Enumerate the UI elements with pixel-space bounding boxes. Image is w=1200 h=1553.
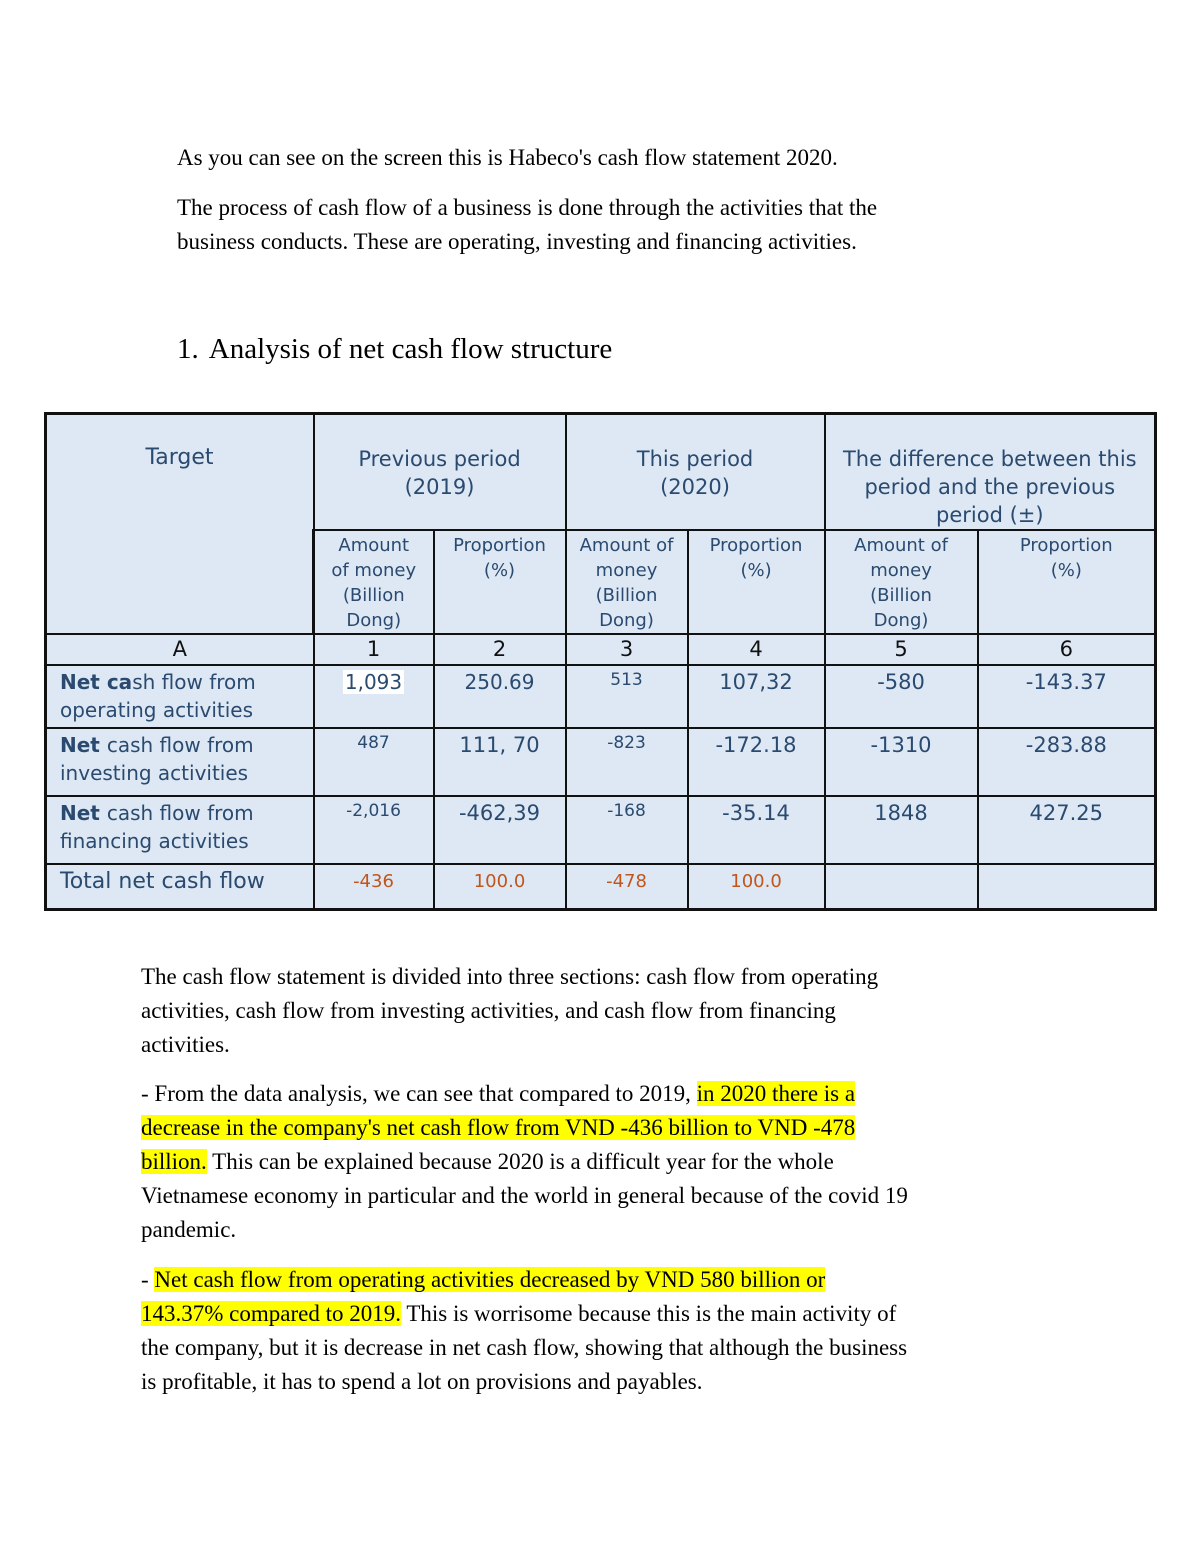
index-cell: 1 bbox=[314, 634, 434, 665]
index-cell: A bbox=[46, 634, 314, 665]
section-heading bbox=[177, 330, 612, 368]
subheader-amount-diff: Amount of money (Billion Dong) bbox=[825, 530, 978, 634]
row-label-financing: Net cash flow from financing activities bbox=[46, 796, 314, 864]
cell-value: 1,093 bbox=[314, 665, 434, 728]
index-cell: 5 bbox=[825, 634, 978, 665]
header-diff-line3: period (±) bbox=[936, 503, 1044, 527]
cell-value: 250.69 bbox=[434, 665, 566, 728]
subheader-proportion-2020: Proportion (%) bbox=[688, 530, 825, 634]
text-run: - From the data analysis, we can see that compared to 2019, bbox=[141, 1081, 697, 1106]
cell-value: -1310 bbox=[825, 728, 978, 796]
cell-value: -436 bbox=[314, 864, 434, 909]
cell-value: 513 bbox=[566, 665, 688, 728]
total-row bbox=[46, 864, 1156, 909]
text-line: the company, but it is decrease in net cash flow, showing that although the business bbox=[141, 1335, 908, 1360]
header-target: Target bbox=[46, 414, 314, 635]
section-title: Analysis of net cash flow structure bbox=[208, 333, 613, 365]
intro-paragraph bbox=[177, 191, 1077, 259]
text-line: activities, cash flow from investing activities, and cash flow from financing bbox=[141, 998, 836, 1023]
intro-line-1: As you can see on the screen this is Habeco's cash flow statement 2020. bbox=[177, 145, 838, 170]
index-cell: 4 bbox=[688, 634, 825, 665]
highlight-text: billion. bbox=[141, 1149, 207, 1174]
paragraph-net-cash-flow bbox=[141, 1077, 1071, 1247]
cell-empty bbox=[978, 864, 1156, 909]
table-row bbox=[46, 796, 1156, 864]
index-cell: 3 bbox=[566, 634, 688, 665]
text-run: This can be explained because 2020 is a difficult year for the whole bbox=[206, 1149, 834, 1174]
highlight-text: 143.37% compared to 2019. bbox=[141, 1301, 401, 1326]
cell-value: -478 bbox=[566, 864, 688, 909]
table-row bbox=[46, 665, 1156, 728]
text-run: This is worrisome because this is the main activity of bbox=[400, 1301, 897, 1326]
index-row bbox=[46, 634, 1156, 665]
cash-flow-table bbox=[44, 412, 1157, 911]
paragraph-sections bbox=[141, 960, 1041, 1062]
cell-value: 100.0 bbox=[434, 864, 566, 909]
header-diff-line1: The difference between this bbox=[842, 447, 1137, 471]
cell-value: -823 bbox=[566, 728, 688, 796]
subheader-amount-2020: Amount of money (Billion Dong) bbox=[566, 530, 688, 634]
header-this-label: This period bbox=[636, 447, 754, 471]
text-line: Vietnamese economy in particular and the world in general because of the covid 19 bbox=[141, 1183, 908, 1208]
row-label-investing: Net cash flow from investing activities bbox=[46, 728, 314, 796]
subheader-proportion-2019: Proportion (%) bbox=[434, 530, 566, 634]
highlight-text: decrease in the company's net cash flow from VND -436 billion to VND -478 bbox=[141, 1115, 856, 1140]
header-this-period bbox=[566, 414, 825, 531]
row-label-operating: Net cash flow from operating activities bbox=[46, 665, 314, 728]
intro-line-2b: business conducts. These are operating, investing and financing activities. bbox=[177, 229, 857, 254]
highlight-text: Net cash flow from operating activities decreased by VND 580 billion or bbox=[154, 1267, 826, 1292]
cell-value: -2,016 bbox=[314, 796, 434, 864]
cell-empty bbox=[825, 864, 978, 909]
cell-value: -283.88 bbox=[978, 728, 1156, 796]
subheader-proportion-diff: Proportion (%) bbox=[978, 530, 1156, 634]
header-prev-year: (2019) bbox=[404, 475, 475, 499]
cell-value: 427.25 bbox=[978, 796, 1156, 864]
text-line: is profitable, it has to spend a lot on provisions and payables. bbox=[141, 1369, 703, 1394]
cell-value: 107,32 bbox=[688, 665, 825, 728]
text-run: - bbox=[141, 1267, 155, 1292]
intro-line-2a: The process of cash flow of a business is done through the activities that the bbox=[177, 195, 878, 220]
subheader-amount-2019: Amount of money (Billion Dong) bbox=[314, 530, 434, 634]
cell-value: -580 bbox=[825, 665, 978, 728]
cell-value: 111, 70 bbox=[434, 728, 566, 796]
cell-value: -143.37 bbox=[978, 665, 1156, 728]
section-number: 1. bbox=[177, 333, 199, 365]
row-label-total: Total net cash flow bbox=[46, 864, 314, 909]
cell-value: 1848 bbox=[825, 796, 978, 864]
header-difference bbox=[825, 414, 1156, 531]
header-diff-line2: period and the previous bbox=[864, 475, 1116, 499]
cell-value: -172.18 bbox=[688, 728, 825, 796]
highlight-text: in 2020 there is a bbox=[696, 1081, 856, 1106]
header-prev-label: Previous period bbox=[358, 447, 521, 471]
cell-value: 100.0 bbox=[688, 864, 825, 909]
text-line: activities. bbox=[141, 1032, 230, 1057]
paragraph-operating-activities bbox=[141, 1263, 1071, 1399]
cell-value: -35.14 bbox=[688, 796, 825, 864]
cell-value: -462,39 bbox=[434, 796, 566, 864]
cell-value: -168 bbox=[566, 796, 688, 864]
text-line: pandemic. bbox=[141, 1217, 237, 1242]
index-cell: 6 bbox=[978, 634, 1156, 665]
text-line: The cash flow statement is divided into three sections: cash flow from operating bbox=[141, 964, 879, 989]
header-previous-period bbox=[314, 414, 566, 531]
cell-value: 487 bbox=[314, 728, 434, 796]
header-this-year: (2020) bbox=[660, 475, 730, 499]
table-row bbox=[46, 728, 1156, 796]
index-cell: 2 bbox=[434, 634, 566, 665]
